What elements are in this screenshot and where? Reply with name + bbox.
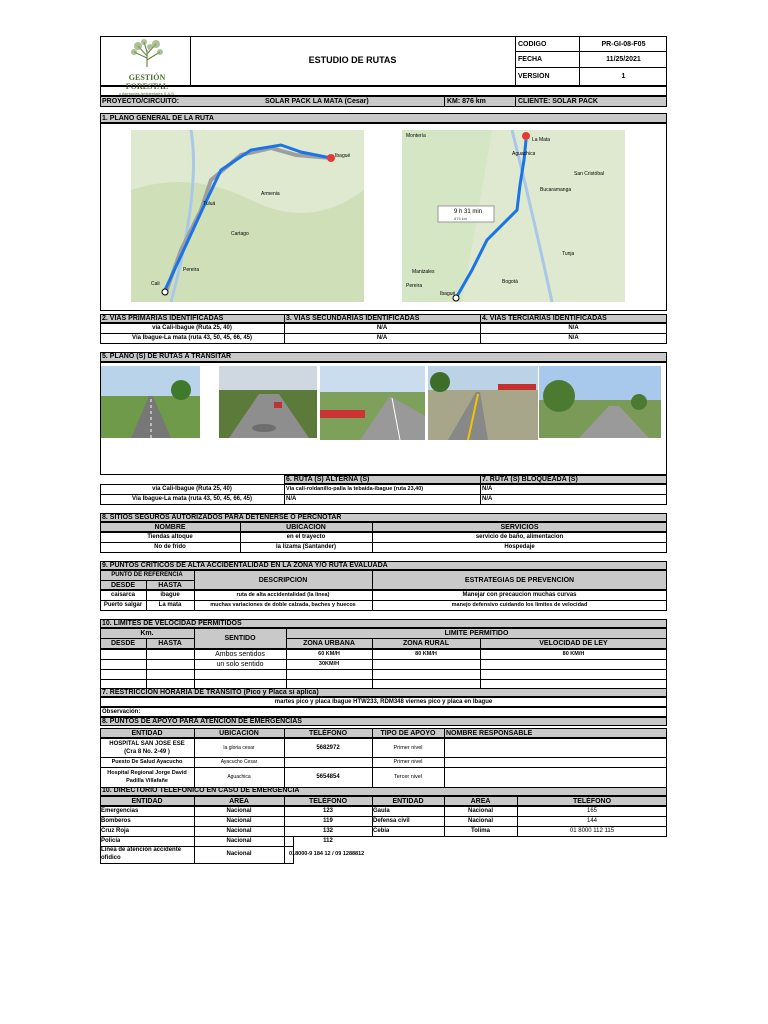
dir-entity: Bomberos	[101, 818, 131, 824]
critical-from: Puerto salgar	[103, 602, 143, 608]
primary-roads-title: 2. VIAS PRIMARIAS IDENTIFICADAS	[102, 315, 224, 322]
header-divider	[515, 36, 516, 86]
company-logo	[108, 38, 186, 96]
project-km: KM: 876 km	[447, 98, 486, 105]
safe-site-location: la lizama (Santander)	[275, 544, 337, 550]
road-photo-1	[101, 366, 200, 438]
critical-ref-title: PUNTO DE REFERENCIA	[111, 572, 183, 578]
speed-rural: ZONA RURAL	[402, 640, 449, 647]
map2-label-pereira: Pereira	[406, 283, 423, 289]
dir-area: Nacional	[226, 838, 252, 844]
map2-label-lamata: La Mata	[532, 137, 551, 143]
critical-to: La mata	[158, 602, 182, 608]
secondary-road-1: N/A	[376, 325, 388, 331]
support-location: la gloria cesar	[223, 745, 255, 751]
support-type: Primer nivel	[393, 759, 423, 765]
alt-blocked-1: N/A	[482, 486, 493, 492]
critical-desde: DESDE	[110, 582, 136, 589]
dir-phone: 119	[323, 818, 333, 824]
critical-strategy: Manejar con precaucion muchas curvas	[462, 592, 577, 598]
section-1-title: 1. PLANO GENERAL DE LA RUTA	[102, 115, 214, 122]
alt-route-1: vía Cali-Ibague (Ruta 25, 40)	[152, 486, 232, 492]
dir-area: Nacional	[226, 851, 252, 857]
dir-col-area-2: AREA	[470, 798, 491, 805]
tertiary-roads-title: 4. VIAS TERCIARIAS IDENTIFICADAS	[482, 315, 607, 322]
secondary-road-2: N/A	[376, 335, 388, 341]
dir-col-telefono-2: TELÉFONO	[572, 798, 612, 805]
road-photo-2	[219, 366, 317, 438]
safe-site-location: en el trayecto	[286, 534, 326, 540]
fecha-label: FECHA	[518, 56, 543, 63]
project-value: SOLAR PACK LA MATA (Cesar)	[265, 98, 369, 105]
map1-label-ibague: Ibagué	[335, 153, 351, 159]
map2-badge-km: 876 km	[454, 216, 468, 221]
map1-label-cartago: Cartago	[231, 231, 249, 237]
road-photo-3	[320, 366, 425, 440]
support-type: Tercer nivel	[393, 774, 423, 780]
speed-direction: Ambos sentidos	[215, 651, 265, 658]
route-map-ibague-lamata	[402, 130, 625, 302]
map2-label-aguachica: Aguachica	[512, 151, 536, 157]
dir-phone: 132	[322, 828, 333, 834]
support-entity: Hospital Regional Jorge David Padilla Villafañe	[107, 770, 187, 784]
safe-col-servicios: SERVICIOS	[500, 524, 539, 531]
support-col-tipo: TIPO DE APOYO	[380, 730, 436, 737]
support-phone: 5654854	[316, 774, 340, 780]
safe-site-services: servicio de baño, alimentacion	[475, 534, 564, 540]
header-divider	[515, 67, 667, 68]
critical-hasta: HASTA	[158, 582, 182, 589]
dir-entity: Línea de atención accidente ofidico	[101, 847, 182, 861]
fecha-value: 11/25/2021	[606, 56, 641, 63]
critical-description: muchas variaciones de doble calzada, baches y huecos	[210, 602, 356, 608]
dir-area: Nacional	[226, 818, 252, 824]
section-9-title: 9. PUNTOS CRITICOS DE ALTA ACCIDENTALIDAD EN LA ZONA Y/O RUTA EVALUADA	[102, 562, 388, 569]
codigo-value: PR-GI-08-F05	[601, 41, 646, 48]
secondary-roads-title: 3. VIAS SECUNDARIAS IDENTIFICADAS	[286, 315, 420, 322]
dir-entity-2: Cebia	[373, 828, 390, 834]
speed-limite: LIMITE PERMITIDO	[444, 630, 509, 637]
dir-entity: Cruz Roja	[101, 828, 130, 834]
document-title: ESTUDIO DE RUTAS	[308, 55, 397, 65]
alt-alternate-1: Via cali-roldanillo-palla la tebaida-ibague (ruta 23,40)	[286, 486, 424, 492]
project-divider	[515, 96, 516, 107]
critical-strategy: manejo defensivo cuidando los limites de velocidad	[451, 602, 588, 608]
section-8-title: 8. SITIOS SEGUROS AUTORIZADOS PARA DETENERSE O PERCNOTAR	[102, 514, 342, 521]
support-col-entidad: ENTIDAD	[131, 730, 163, 737]
codigo-label: CODIGO	[518, 41, 547, 48]
section-8b-title: 8. PUNTOS DE APOYO PARA ATENCIÓN DE EMERGENCIAS	[102, 718, 302, 725]
safe-col-ubicacion: UBICACIÓN	[286, 524, 326, 531]
speed-ley: VELOCIDAD DE LEY	[539, 640, 608, 647]
speed-direction: un solo sentido	[216, 661, 264, 668]
alt-blocked-2: N/A	[482, 496, 493, 502]
tertiary-road-2: N/A	[568, 335, 579, 341]
tree-icon	[108, 38, 186, 68]
logo-subtitle: y Asesorías Ambientales S.A.S.	[118, 91, 176, 96]
speed-urban-value: 30KM/H	[318, 661, 340, 667]
safe-site-name: No de frido	[154, 544, 186, 550]
safe-site-name: Tiendas altoque	[147, 534, 193, 540]
support-phone: 5682972	[316, 745, 340, 751]
map2-badge-time: 9 h 31 min	[454, 209, 483, 215]
primary-road-2: Vía Ibague-La mata (ruta 43, 50, 45, 66, 45)	[131, 335, 253, 341]
dir-area-2: Tolima	[471, 828, 490, 834]
project-client: CLIENTE: SOLAR PACK	[518, 98, 598, 105]
dir-entity-2: Gaula	[373, 808, 390, 814]
map2-label-tunja: Tunja	[562, 251, 575, 257]
map2-label-monteria: Montería	[406, 133, 426, 139]
observation-row	[100, 707, 667, 717]
primary-road-1: vía Cali-Ibague (Ruta 25, 40)	[152, 325, 232, 331]
speed-desde: DESDE	[110, 640, 136, 647]
blocked-routes-title: 7. RUTA (S) BLOQUEADA (S)	[482, 476, 578, 483]
dir-entity-2: Defensa civil	[373, 818, 410, 824]
dir-col-entidad: ENTIDAD	[131, 798, 163, 805]
version-value: 1	[621, 73, 626, 80]
support-col-responsable: NOMBRE RESPONSABLE	[446, 730, 533, 737]
map1-label-pereira: Pereira	[183, 267, 200, 273]
map2-label-bogota: Bogotá	[502, 279, 518, 285]
dir-phone: 018000-9 184 12 / 09 1288812	[289, 851, 365, 857]
road-photo-4	[428, 366, 538, 440]
alt-alternate-2: N/A	[286, 496, 297, 502]
project-divider	[444, 96, 445, 107]
project-row-top-line	[100, 86, 667, 96]
speed-rural-value: 80 KM/H	[415, 651, 437, 657]
dir-entity: Emergencias	[101, 808, 139, 814]
map2-label-manizales: Manizales	[412, 269, 435, 275]
support-entity: Puesto De Salud Ayacucho	[111, 759, 183, 765]
restriction-text: martes pico y placa Ibague HTW233, RDM348 viernes pico y placa en Ibague	[274, 699, 493, 705]
speed-urbana: ZONA URBANA	[303, 640, 355, 647]
dir-col-entidad-2: ENTIDAD	[392, 798, 424, 805]
map1-label-cali: Cali	[151, 281, 160, 287]
support-col-telefono: TELÉFONO	[308, 730, 348, 737]
alt-route-2: Vía Ibague-La mata (ruta 43, 50, 45, 66, 45)	[131, 496, 253, 502]
dir-phone: 123	[322, 808, 333, 814]
speed-sentido: SENTIDO	[224, 635, 256, 642]
critical-description: ruta de alta accidentalidad (la linea)	[236, 592, 330, 598]
support-col-ubicacion: UBICACIÓN	[219, 730, 259, 737]
dir-phone-2: 165	[586, 808, 597, 814]
road-photo-5	[539, 366, 661, 438]
section-10-title: 10. LIMITES DE VELOCIDAD PERMITIDOS	[102, 620, 242, 627]
critical-desc-title: DESCRIPCIÓN	[258, 577, 308, 584]
col-divider	[284, 484, 285, 505]
dir-phone-2: 144	[586, 818, 597, 824]
dir-col-telefono: TELÉFONO	[308, 798, 348, 805]
dir-phone: 112	[323, 838, 333, 844]
dir-area-2: Nacional	[467, 818, 493, 824]
safe-col-nombre: NOMBRE	[154, 524, 186, 531]
map2-label-sancristobal: San Cristóbal	[574, 171, 605, 177]
dir-area: Nacional	[226, 808, 252, 814]
section-5-title: 5. PLANO (S) DE RUTAS A TRANSITAR	[102, 353, 232, 360]
dir-area: Nacional	[226, 828, 252, 834]
critical-from: caisarca	[110, 592, 136, 598]
speed-hasta: HASTA	[158, 640, 182, 647]
map1-label-tulua: Tuluá	[203, 201, 216, 207]
dir-entity: Policía	[101, 838, 121, 844]
support-type: Primer nivel	[393, 745, 423, 751]
section-10b-title: 10. DIRECTORIO TELEFÓNICO EN CASO DE EMERGENCIA	[102, 787, 300, 794]
dir-col-area: AREA	[229, 798, 249, 805]
critical-strat-title: ESTRATEGIAS DE PREVENCIÓN	[464, 577, 575, 584]
tertiary-road-1: N/A	[568, 325, 579, 331]
section-7-title: 7. RESTRICCIÓN HORARIA DE TRÁNSITO (Pico y Placa si aplica)	[102, 689, 319, 696]
version-label: VERSIÓN	[518, 73, 550, 80]
speed-km: Km.	[140, 630, 154, 637]
project-label: PROYECTO/CIRCUITO:	[102, 98, 180, 105]
observation-label: Observación:	[102, 709, 141, 715]
speed-urban-value: 60 KM/H	[318, 651, 340, 657]
speed-law-value: 80 KM/H	[562, 651, 585, 657]
header-divider	[515, 51, 667, 52]
map2-label-bucaramanga: Bucaramanga	[540, 187, 572, 193]
safe-site-services: Hospedaje	[504, 544, 535, 550]
dir-phone-2: 01 8000 112 115	[569, 828, 615, 834]
alternate-routes-title: 6. RUTA (S) ALTERNA (S)	[286, 476, 370, 483]
critical-to: ibague	[160, 592, 180, 598]
map2-label-ibague: Ibagué	[440, 291, 456, 297]
support-location: Aguachica	[227, 774, 251, 780]
logo-name: GESTIÓN FORESTAL	[125, 73, 169, 91]
map1-label-armenia: Armenia	[261, 191, 280, 197]
route-map-cali-ibague	[131, 130, 364, 302]
support-entity: HOSPITAL SAN JOSE ESE (Cra 8 No. 2-49 )	[109, 741, 185, 755]
support-location: Ayacucho Cesar	[220, 759, 258, 765]
dir-area-2: Nacional	[467, 808, 493, 814]
